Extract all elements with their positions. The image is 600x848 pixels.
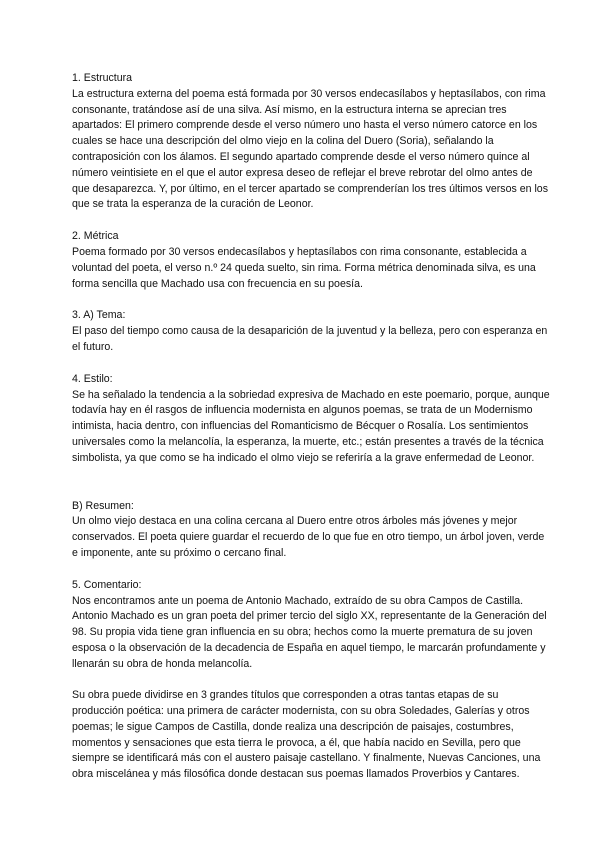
section-paragraph: Se ha señalado la tendencia a la sobriedad expresiva de Machado en este poemario, porque, aunque todavía hay en él rasgos de influencia modernista en algunos poemas, se trata de un Modernismo intimista, hacia dentro, con influencias del Romanticismo de Bécquer o Rosalía. Los sentimientos universales como la melancolía, la esperanza, la muerte, etc.; están presentes a través de la técnica simbolista, ya que como se ha indicado el olmo viejo se referiría a la grave enfermedad de Leonor. [72, 388, 550, 464]
section-comentario [72, 578, 550, 783]
section-paragraph: Nos encontramos ante un poema de Antonio Machado, extraído de su obra Campos de Castilla. Antonio Machado es un gran poeta del primer tercio del siglo XX, representante de la Generación del 98. Su propia vida tiene gran influencia en su obra; hechos como la muerte prematura de su joven esposa o la observación de la decadencia de España en aquel tiempo, le marcarán profundamente y llenarán su obra de honda melancolía. [72, 594, 547, 670]
section-paragraph: El paso del tiempo como causa de la desaparición de la juventud y la belleza, pero con esperanza en el futuro. [72, 325, 548, 353]
section-heading: 1. Estructura [72, 72, 133, 84]
section-estilo [72, 372, 550, 467]
section-estructura [72, 71, 550, 213]
section-heading: 5. Comentario: [72, 578, 142, 591]
section-heading: 2. Métrica [72, 230, 119, 243]
section-heading: 3. A) Tema: [72, 309, 126, 322]
section-tema [72, 308, 550, 355]
section-paragraph: Un olmo viejo destaca en una colina cercana al Duero entre otros árboles más jóvenes y mejor conservados. El poeta quiere guardar el recuerdo de lo que fue en otro tiempo, un árbol joven, verde e imponente, ante su próximo o cercano final. [72, 515, 545, 559]
section-paragraph: Su obra puede dividirse en 3 grandes títulos que corresponden a otras tantas etapas de su producción poética: una primera de carácter modernista, con su obra Soledades, Galerías y otros poemas; le sigue Campos de Castilla, donde realiza una descripción de paisajes, costumbres, momentos y sensaciones que esta tierra le provoca, a él, que había nacido en Sevilla, pero que siempre se identificará más con el austero paisaje castellano. Y finalmente, Nuevas Canciones, una obra miscelánea y más filosófica donde destacan sus poemas llamados Proverbios y Cantares. [72, 689, 541, 781]
section-metrica [72, 229, 550, 292]
section-heading: 4. Estilo: [72, 372, 113, 385]
section-heading: B) Resumen: [72, 499, 134, 512]
section-resumen [72, 499, 550, 562]
section-paragraph: Poema formado por 30 versos endecasílabos y heptasílabos con rima consonante, establecida a voluntad del poeta, el verso n.º 24 queda suelto, sin rima. Forma métrica denominada silva, es una forma sencilla que Machado usa con frecuencia en su poesía. [72, 245, 536, 290]
section-paragraph: La estructura externa del poema está formada por 30 versos endecasílabos y heptasílabos, con rima consonante, tratándose así de una silva. Así mismo, en la estructura interna se aprecian tres apartados: El primero comprende desde el verso número uno hasta el verso número catorce en los cuales se hace una descripción del olmo viejo en la colina del Duero (Soria), señalando la contraposición con los álamos. El segundo apartado comprende desde el verso número quince al número veintisiete en el que el autor expresa deseo de reflejar el breve rebrotar del olmo antes de que desaparezca. Y, por último, en el tercer apartado se comprenderían los tres últimos versos en los que se trata la esperanza de la curación de Leonor. [72, 87, 548, 211]
